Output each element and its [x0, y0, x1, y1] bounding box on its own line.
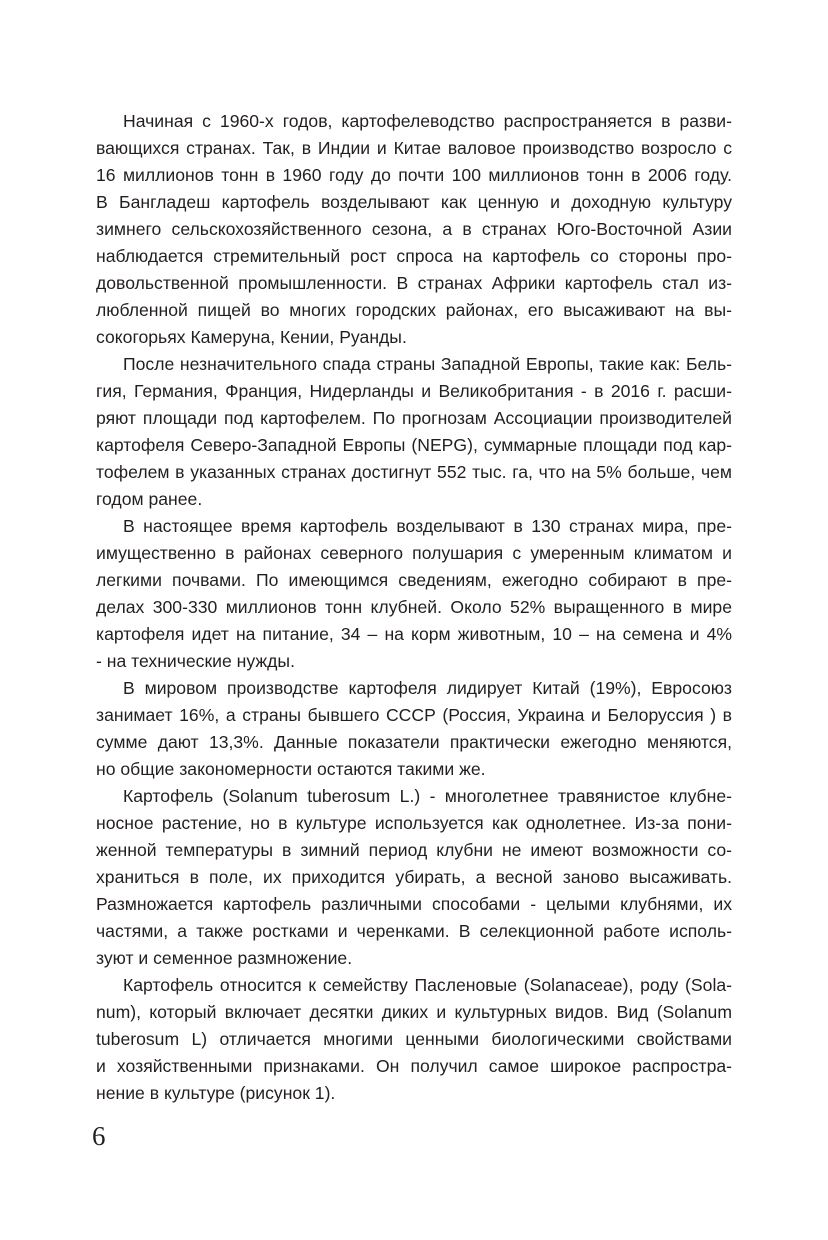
text-line: сумме дают 13,3%. Данные показатели практически ежегодно меняются, [96, 732, 732, 752]
text-line: В мировом производстве картофеля лидирует Китай (19%), Евросоюз [123, 678, 732, 698]
text-line: 16 миллионов тонн в 1960 году до почти 100 миллионов тонн в 2006 году. [96, 165, 732, 185]
paragraph [96, 675, 732, 783]
body-text [96, 108, 732, 1107]
text-line: зуют и семенное размножение. [96, 948, 353, 968]
text-line: зимнего сельскохозяйственного сезона, а в странах Юго-Восточной Азии [96, 219, 732, 239]
paragraph [96, 351, 732, 513]
page-number: 6 [92, 1121, 106, 1151]
text-line: ряют площади под картофелем. По прогнозам Ассоциации производителей [96, 408, 732, 428]
text-line: После незначительного спада страны Западной Европы, такие как: Бель- [123, 354, 732, 374]
text-line: tuberosum L) отличается многими ценными биологическими свойствами [96, 1029, 732, 1049]
text-line: картофеля идет на питание, 34 – на корм животным, 10 – на семена и 4% [96, 624, 732, 644]
text-line: - на технические нужды. [96, 651, 295, 671]
paragraph [96, 513, 732, 675]
text-line: num), который включает десятки диких и культурных видов. Вид (Solanum [96, 1002, 732, 1022]
text-line: сокогорьях Камеруна, Кении, Руанды. [96, 327, 407, 347]
text-line: вающихся странах. Так, в Индии и Китае валовое производство возросло с [96, 138, 732, 158]
text-line: любленной пищей во многих городских районах, его высаживают на вы- [96, 300, 732, 320]
text-line: и хозяйственными признаками. Он получил самое широкое распростра- [96, 1056, 732, 1076]
text-line: наблюдается стремительный рост спроса на картофель со стороны про- [96, 246, 732, 266]
text-line: В настоящее время картофель возделывают в 130 странах мира, пре- [123, 516, 732, 536]
text-line: В Бангладеш картофель возделывают как ценную и доходную культуру [96, 192, 732, 212]
text-line: Начиная с 1960-х годов, картофелеводство распространяется в разви- [123, 111, 732, 131]
text-line: храниться в поле, их приходится убирать, а весной заново высаживать. [96, 867, 732, 887]
text-line: довольственной промышленности. В странах Африки картофель стал из- [96, 273, 732, 293]
text-line: легкими почвами. По имеющимся сведениям, ежегодно собирают в пре- [96, 570, 732, 590]
text-line: занимает 16%, а страны бывшего СССР (Россия, Украина и Белоруссия ) в [96, 705, 732, 725]
text-line: тофелем в указанных странах достигнут 552 тыс. га, что на 5% больше, чем [96, 462, 732, 482]
paragraph [96, 108, 732, 351]
text-line: Картофель относится к семейству Пасленовые (Solanaceae), роду (Sola- [123, 975, 732, 995]
text-line: имущественно в районах северного полушария с умеренным климатом и [96, 543, 732, 563]
paragraph [96, 783, 732, 972]
text-line: частями, а также ростками и черенками. В селекционной работе исполь- [96, 921, 732, 941]
text-line: Размножается картофель различными способами - целыми клубнями, их [96, 894, 732, 914]
text-line: Картофель (Solanum tuberosum L.) - многолетнее травянистое клубне- [123, 786, 732, 806]
paragraph [96, 972, 732, 1107]
text-line: делах 300-330 миллионов тонн клубней. Около 52% выращенного в мире [96, 597, 732, 617]
text-line: женной температуры в зимний период клубни не имеют возможности со- [96, 840, 732, 860]
text-line: гия, Германия, Франция, Нидерланды и Великобритания - в 2016 г. расши- [96, 381, 732, 401]
text-line: нение в культуре (рисунок 1). [96, 1083, 336, 1103]
text-line: картофеля Северо-Западной Европы (NEPG), суммарные площади под кар- [96, 435, 732, 455]
text-line: но общие закономерности остаются такими же. [96, 759, 486, 779]
text-line: носное растение, но в культуре используется как однолетнее. Из-за пони- [96, 813, 732, 833]
text-line: годом ранее. [96, 489, 203, 509]
